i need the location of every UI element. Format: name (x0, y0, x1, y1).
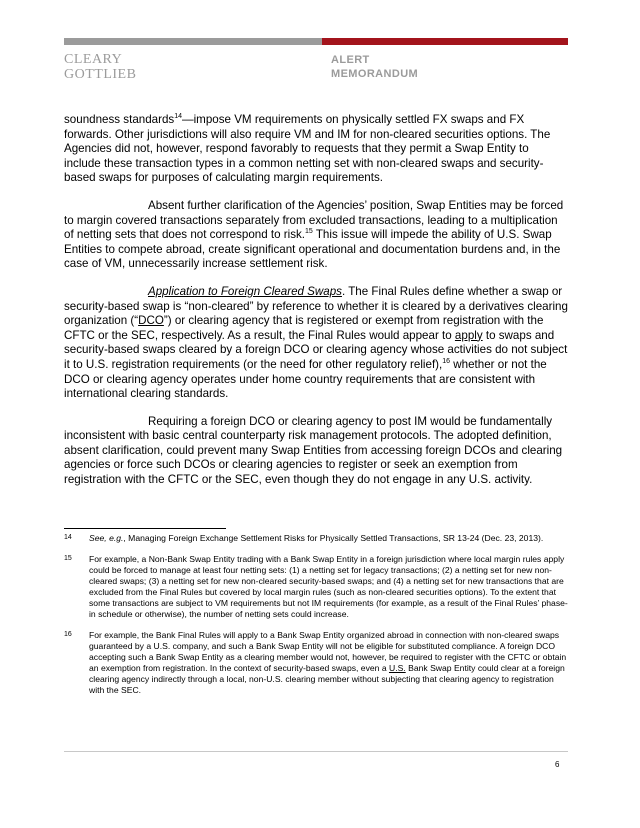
alert-label: ALERT (331, 54, 370, 66)
footnote-16 (64, 630, 568, 696)
p3-text-d: whether or not the DCO or clearing agency operates under home country requirements that are consistent with international clearing standards. (64, 357, 547, 401)
firm-logo (64, 52, 136, 82)
footnote-text: , Managing Foreign Exchange Settlement Risks for Physically Settled Transactions, SR 13-24 (Dec. 23, 2013). (123, 533, 544, 543)
paragraph-3 (64, 285, 568, 402)
footnote-text-b: Bank Swap Entity could clear at a foreign clearing agency indirectly through a local, non-U.S. clearing member without subjecting that clearing agency to registration with the SEC. (89, 663, 565, 695)
paragraph-4 (64, 415, 568, 488)
footnotes (64, 533, 568, 706)
p2-text-b: This issue will impede the ability of U.S. Swap Entities to compete abroad, create significant operational and documentation burdens and, in the case of VM, unnecessarily increase settlement risk. (64, 228, 561, 271)
logo-line-1: CLEARY (64, 52, 123, 67)
footnote-ref-14: 14 (174, 113, 183, 120)
footnote-text-a: For example, the Bank Final Rules will apply to a Bank Swap Entity organized abroad in connection with non-cleared swaps guaranteed by a U.S. company, and such a Bank Swap Entity will not be eligible for substituted compliance. A foreign DCO accepting such a Bank Swap Entity as a clearing member would not, however, be required to register with the CFTC or obtain an exemption from registration. In the context of security-based swaps, even a (89, 630, 567, 673)
logo-line-2: GOTTLIEB (64, 67, 137, 82)
p1-text-b: —impose VM requirements on physically settled FX swaps and FX forwards. Other jurisdictions will also require VM and IM for non-cleared securities options. The Agencies did not, however, respond favorably to requests that they permit a Swap Entity to include these transaction types in a common netting set with non-cleared swaps and security-based swaps for purposes of calculating margin requirements. (64, 113, 551, 185)
page-number: 6 (555, 760, 560, 769)
header-gray-bar (64, 38, 322, 45)
footer-rule (64, 751, 568, 752)
document-type (331, 53, 418, 81)
dco-term: DCO (138, 314, 164, 328)
footnote-number: 16 (64, 631, 72, 638)
p3-text-b: ”) or clearing agency that is registered or exempt from registration with the CFTC or the SEC, respectively. As a result, the Final Rules would appear to (64, 314, 544, 342)
p4-text: Requiring a foreign DCO or clearing agency to post IM would be fundamentally inconsistent with basic central counterparty risk management protocols. The adopted definition, absent clarification, could prevent many Swap Entities from accessing foreign DCOs and clearing agencies or force such DCOs or clearing agencies to register or seek an exemption from registration with the CFTC or the SEC, even though they do not engage in any U.S. activity. (64, 414, 563, 487)
footnote-text: For example, a Non-Bank Swap Entity trading with a Bank Swap Entity in a foreign jurisdiction where local margin rules apply could be forced to manage at least four netting sets: (1) a netting set for legacy transactions; (2) a netting set for new non-cleared swaps; (3) a netting set for new non-cleared security-based swaps; and (4) a netting set for new transactions that are excluded from the Final Rules but covered by local margin rules (such as non-cleared securities options). To the extent that some transactions are subject to VM requirements but not IM requirements (for example, as a result of the Final Rules’ phase-in schedule or otherwise), the number of netting sets could increase. (89, 554, 568, 619)
p3-text-c: to swaps and security-based swaps cleared by a foreign DCO or clearing agency whose activities do not subject it to U.S. registration requirements (or the need for other regulatory relief), (64, 328, 568, 371)
p2-text-a: Absent further clarification of the Agencies’ position, Swap Entities may be forced to margin covered transactions separately from excluded transactions, leading to a multiplication of netting sets that does not correspond to risk. (64, 198, 564, 242)
memorandum-label: MEMORANDUM (331, 68, 419, 80)
footnote-15 (64, 554, 568, 620)
apply-term: apply (454, 328, 483, 342)
citation-signal: See, e.g. (89, 533, 124, 543)
footnote-14 (64, 533, 568, 544)
p3-text-a: . The Final Rules define whether a swap or security-based swap is “non-cleared” by reference to whether it is cleared by a derivatives clearing organization (“ (64, 284, 568, 328)
paragraph-1 (64, 113, 568, 186)
header-red-bar (322, 38, 568, 45)
section-heading: Application to Foreign Cleared Swaps (148, 284, 342, 298)
p1-text-a: soundness standards (64, 113, 175, 126)
body-text (64, 113, 568, 501)
footnote-ref-15: 15 (305, 228, 313, 236)
us-term: U.S. (388, 663, 406, 673)
footnote-separator (64, 528, 226, 529)
footnote-number: 14 (64, 534, 72, 541)
footnote-number: 15 (64, 555, 72, 562)
footnote-ref-16: 16 (442, 357, 451, 365)
paragraph-2 (64, 199, 568, 272)
